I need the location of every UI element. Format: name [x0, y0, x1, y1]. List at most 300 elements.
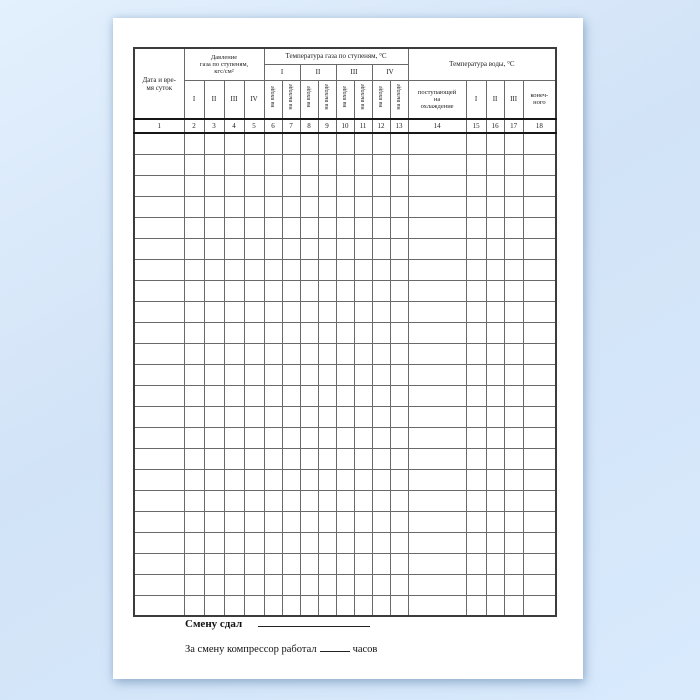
- grid-cell: [372, 406, 390, 427]
- grid-cell: [466, 196, 486, 217]
- grid-cell: [184, 259, 204, 280]
- gas-outlet-label: на выходе: [395, 83, 402, 110]
- grid-cell: [300, 301, 318, 322]
- grid-cell: [372, 154, 390, 175]
- grid-cell: [354, 196, 372, 217]
- grid-cell: [300, 280, 318, 301]
- column-number: 5: [244, 119, 264, 133]
- grid-cell: [390, 511, 408, 532]
- grid-cell: [408, 238, 466, 259]
- grid-cell: [466, 385, 486, 406]
- header-water-final: [523, 80, 556, 119]
- grid-cell: [318, 574, 336, 595]
- grid-cell: [282, 364, 300, 385]
- header-date-time: [134, 48, 184, 119]
- grid-cell: [264, 595, 282, 616]
- header-pressure-stage-1: I: [184, 80, 204, 119]
- grid-cell: [354, 364, 372, 385]
- grid-cell: [523, 259, 556, 280]
- grid-cell: [204, 322, 224, 343]
- header-pressure-line1: Давление: [210, 53, 238, 61]
- grid-cell: [354, 469, 372, 490]
- grid-cell: [264, 511, 282, 532]
- grid-cell: [244, 175, 264, 196]
- grid-cell: [282, 553, 300, 574]
- grid-cell: [318, 511, 336, 532]
- grid-cell: [466, 490, 486, 511]
- grid-cell: [184, 196, 204, 217]
- grid-cell: [336, 322, 354, 343]
- hours-blank-line: [320, 641, 350, 652]
- grid-cell: [224, 532, 244, 553]
- grid-cell: [224, 364, 244, 385]
- grid-cell: [184, 280, 204, 301]
- grid-cell: [264, 322, 282, 343]
- grid-cell: [504, 511, 523, 532]
- header-gas-stage-1: I: [264, 64, 300, 80]
- grid-cell: [408, 427, 466, 448]
- grid-cell: [264, 469, 282, 490]
- grid-cell: [486, 574, 504, 595]
- grid-cell: [134, 427, 184, 448]
- grid-cell: [224, 511, 244, 532]
- header-water-stage-2: II: [486, 80, 504, 119]
- grid-cell: [466, 280, 486, 301]
- grid-cell: [244, 469, 264, 490]
- header-water-temp-title: Температура воды, °С: [408, 48, 556, 80]
- grid-cell: [224, 385, 244, 406]
- grid-cell: [390, 406, 408, 427]
- grid-cell: [390, 364, 408, 385]
- grid-cell: [244, 154, 264, 175]
- grid-cell: [354, 280, 372, 301]
- grid-cell: [134, 238, 184, 259]
- column-number: 2: [184, 119, 204, 133]
- grid-cell: [372, 196, 390, 217]
- column-number: 4: [224, 119, 244, 133]
- header-gas1-inlet: [264, 80, 282, 119]
- column-number: 8: [300, 119, 318, 133]
- grid-cell: [184, 511, 204, 532]
- shift-handed-label: Смену сдал: [185, 618, 243, 630]
- grid-cell: [244, 259, 264, 280]
- table-row: [134, 154, 556, 175]
- grid-cell: [466, 175, 486, 196]
- table-header: [134, 48, 556, 133]
- grid-cell: [300, 574, 318, 595]
- grid-cell: [318, 448, 336, 469]
- grid-cell: [318, 469, 336, 490]
- grid-cell: [300, 154, 318, 175]
- grid-cell: [523, 469, 556, 490]
- grid-cell: [466, 595, 486, 616]
- grid-cell: [372, 469, 390, 490]
- grid-cell: [466, 301, 486, 322]
- grid-cell: [264, 364, 282, 385]
- header-date-time-line2: мя суток: [146, 83, 173, 92]
- column-number: 6: [264, 119, 282, 133]
- grid-cell: [300, 238, 318, 259]
- header-water-incoming: [408, 80, 466, 119]
- grid-cell: [300, 217, 318, 238]
- grid-cell: [336, 595, 354, 616]
- grid-cell: [390, 595, 408, 616]
- water-incoming-line1: поступающей: [417, 88, 457, 96]
- grid-cell: [408, 364, 466, 385]
- table-row: [134, 259, 556, 280]
- grid-cell: [523, 574, 556, 595]
- grid-cell: [204, 490, 224, 511]
- grid-cell: [390, 427, 408, 448]
- grid-cell: [224, 217, 244, 238]
- gas-outlet-label: на выходе: [359, 83, 366, 110]
- grid-cell: [486, 448, 504, 469]
- grid-cell: [282, 574, 300, 595]
- grid-cell: [318, 595, 336, 616]
- grid-cell: [504, 595, 523, 616]
- grid-cell: [282, 469, 300, 490]
- grid-cell: [300, 532, 318, 553]
- grid-cell: [282, 490, 300, 511]
- signature-line: [258, 615, 370, 627]
- grid-cell: [504, 448, 523, 469]
- grid-cell: [486, 154, 504, 175]
- grid-cell: [204, 238, 224, 259]
- grid-cell: [504, 385, 523, 406]
- header-gas-stage-3: III: [336, 64, 372, 80]
- table-row: [134, 196, 556, 217]
- column-number: 16: [486, 119, 504, 133]
- grid-cell: [184, 322, 204, 343]
- header-gas2-outlet: [318, 80, 336, 119]
- header-row-1: [134, 48, 556, 64]
- grid-cell: [204, 469, 224, 490]
- grid-cell: [134, 217, 184, 238]
- grid-cell: [264, 553, 282, 574]
- column-number: 15: [466, 119, 486, 133]
- grid-cell: [504, 175, 523, 196]
- grid-cell: [282, 532, 300, 553]
- grid-cell: [390, 490, 408, 511]
- grid-cell: [408, 154, 466, 175]
- grid-cell: [466, 322, 486, 343]
- grid-cell: [408, 490, 466, 511]
- grid-cell: [184, 490, 204, 511]
- grid-cell: [224, 175, 244, 196]
- grid-cell: [523, 553, 556, 574]
- grid-cell: [523, 532, 556, 553]
- grid-cell: [336, 154, 354, 175]
- grid-cell: [184, 553, 204, 574]
- grid-cell: [466, 154, 486, 175]
- grid-cell: [224, 238, 244, 259]
- table-row: [134, 385, 556, 406]
- grid-cell: [354, 553, 372, 574]
- grid-cell: [318, 280, 336, 301]
- grid-cell: [318, 385, 336, 406]
- grid-cell: [204, 301, 224, 322]
- grid-cell: [354, 511, 372, 532]
- grid-cell: [264, 196, 282, 217]
- grid-cell: [204, 574, 224, 595]
- grid-cell: [282, 301, 300, 322]
- gas-inlet-label: на входе: [341, 85, 348, 108]
- grid-cell: [504, 154, 523, 175]
- grid-cell: [264, 448, 282, 469]
- grid-cell: [336, 427, 354, 448]
- grid-cell: [224, 490, 244, 511]
- grid-cell: [408, 511, 466, 532]
- grid-cell: [264, 238, 282, 259]
- table-row: [134, 427, 556, 448]
- grid-cell: [466, 343, 486, 364]
- grid-cell: [224, 301, 244, 322]
- grid-cell: [300, 448, 318, 469]
- header-gas2-inlet: [300, 80, 318, 119]
- grid-cell: [282, 343, 300, 364]
- grid-cell: [318, 343, 336, 364]
- grid-cell: [300, 133, 318, 154]
- grid-cell: [336, 343, 354, 364]
- table-row: [134, 469, 556, 490]
- grid-cell: [504, 238, 523, 259]
- table-row: [134, 364, 556, 385]
- grid-cell: [486, 238, 504, 259]
- grid-cell: [264, 217, 282, 238]
- grid-cell: [390, 385, 408, 406]
- water-incoming-line2: на: [433, 95, 441, 103]
- grid-cell: [408, 385, 466, 406]
- grid-cell: [354, 574, 372, 595]
- grid-cell: [408, 448, 466, 469]
- grid-cell: [184, 175, 204, 196]
- grid-cell: [204, 343, 224, 364]
- grid-cell: [354, 238, 372, 259]
- grid-cell: [523, 175, 556, 196]
- grid-cell: [134, 532, 184, 553]
- grid-cell: [224, 343, 244, 364]
- grid-cell: [282, 406, 300, 427]
- grid-cell: [184, 217, 204, 238]
- grid-cell: [264, 385, 282, 406]
- grid-cell: [300, 469, 318, 490]
- grid-cell: [264, 406, 282, 427]
- grid-cell: [300, 196, 318, 217]
- grid-cell: [244, 364, 264, 385]
- grid-cell: [282, 133, 300, 154]
- grid-cell: [224, 133, 244, 154]
- grid-cell: [336, 301, 354, 322]
- grid-cell: [244, 574, 264, 595]
- grid-cell: [282, 511, 300, 532]
- table-row: [134, 280, 556, 301]
- grid-cell: [523, 595, 556, 616]
- grid-cell: [244, 217, 264, 238]
- table-row: [134, 343, 556, 364]
- table-row: [134, 322, 556, 343]
- table-row: [134, 448, 556, 469]
- header-gas1-outlet: [282, 80, 300, 119]
- grid-cell: [504, 553, 523, 574]
- grid-cell: [372, 448, 390, 469]
- grid-cell: [504, 217, 523, 238]
- column-number: 3: [204, 119, 224, 133]
- grid-cell: [336, 385, 354, 406]
- grid-cell: [134, 364, 184, 385]
- grid-cell: [523, 406, 556, 427]
- table-row: [134, 133, 556, 154]
- grid-cell: [264, 427, 282, 448]
- table-row: [134, 553, 556, 574]
- grid-cell: [466, 427, 486, 448]
- grid-cell: [390, 469, 408, 490]
- grid-cell: [184, 154, 204, 175]
- table-row: [134, 217, 556, 238]
- grid-cell: [354, 532, 372, 553]
- table-row: [134, 532, 556, 553]
- header-water-stage-3: III: [504, 80, 523, 119]
- grid-cell: [486, 406, 504, 427]
- grid-cell: [390, 532, 408, 553]
- table-row: [134, 511, 556, 532]
- grid-cell: [372, 364, 390, 385]
- grid-cell: [300, 553, 318, 574]
- compressor-hours-line: [185, 641, 555, 655]
- grid-cell: [134, 406, 184, 427]
- grid-cell: [204, 532, 224, 553]
- grid-cell: [204, 217, 224, 238]
- grid-cell: [523, 511, 556, 532]
- grid-cell: [372, 301, 390, 322]
- grid-cell: [504, 364, 523, 385]
- grid-cell: [184, 343, 204, 364]
- grid-cell: [390, 154, 408, 175]
- grid-cell: [390, 553, 408, 574]
- column-numbers-row: [134, 119, 556, 133]
- grid-cell: [134, 259, 184, 280]
- grid-cell: [318, 490, 336, 511]
- grid-cell: [300, 427, 318, 448]
- grid-cell: [264, 175, 282, 196]
- grid-cell: [354, 385, 372, 406]
- grid-cell: [204, 154, 224, 175]
- grid-cell: [408, 595, 466, 616]
- grid-cell: [282, 322, 300, 343]
- grid-cell: [336, 469, 354, 490]
- grid-cell: [318, 406, 336, 427]
- grid-cell: [466, 238, 486, 259]
- grid-cell: [184, 448, 204, 469]
- grid-cell: [244, 385, 264, 406]
- table-row: [134, 574, 556, 595]
- grid-cell: [408, 532, 466, 553]
- gas-inlet-label: на входе: [305, 85, 312, 108]
- grid-cell: [390, 196, 408, 217]
- grid-cell: [390, 259, 408, 280]
- grid-cell: [372, 490, 390, 511]
- grid-cell: [354, 133, 372, 154]
- grid-cell: [184, 385, 204, 406]
- grid-cell: [134, 154, 184, 175]
- worked-prefix-label: За смену компрессор работал: [185, 644, 317, 655]
- grid-cell: [486, 343, 504, 364]
- grid-cell: [318, 301, 336, 322]
- grid-cell: [523, 301, 556, 322]
- header-pressure-stage-2: II: [204, 80, 224, 119]
- grid-cell: [523, 364, 556, 385]
- grid-cell: [408, 259, 466, 280]
- grid-cell: [300, 259, 318, 280]
- grid-cell: [134, 469, 184, 490]
- grid-cell: [372, 259, 390, 280]
- grid-cell: [523, 448, 556, 469]
- grid-cell: [466, 259, 486, 280]
- grid-cell: [372, 175, 390, 196]
- grid-cell: [354, 406, 372, 427]
- grid-cell: [354, 322, 372, 343]
- gas-inlet-label: на входе: [377, 85, 384, 108]
- grid-cell: [408, 175, 466, 196]
- grid-cell: [486, 322, 504, 343]
- column-number: 12: [372, 119, 390, 133]
- grid-cell: [264, 490, 282, 511]
- grid-cell: [408, 406, 466, 427]
- grid-cell: [224, 406, 244, 427]
- grid-cell: [224, 553, 244, 574]
- table-row: [134, 238, 556, 259]
- header-pressure-stage-3: III: [224, 80, 244, 119]
- grid-cell: [224, 427, 244, 448]
- table-row: [134, 301, 556, 322]
- grid-cell: [264, 532, 282, 553]
- header-gas-temp-title: Температура газа по ступеням, °С: [264, 48, 408, 64]
- grid-cell: [466, 406, 486, 427]
- grid-cell: [336, 532, 354, 553]
- header-water-stage-1: I: [466, 80, 486, 119]
- grid-cell: [504, 343, 523, 364]
- grid-cell: [523, 385, 556, 406]
- grid-cell: [282, 154, 300, 175]
- grid-cell: [354, 259, 372, 280]
- grid-cell: [354, 343, 372, 364]
- grid-cell: [372, 280, 390, 301]
- grid-cell: [504, 133, 523, 154]
- grid-cell: [204, 406, 224, 427]
- grid-cell: [282, 217, 300, 238]
- column-number: 10: [336, 119, 354, 133]
- grid-cell: [372, 427, 390, 448]
- shift-handed-line: [185, 615, 555, 630]
- grid-cell: [408, 343, 466, 364]
- grid-cell: [372, 595, 390, 616]
- grid-cell: [244, 343, 264, 364]
- grid-cell: [134, 133, 184, 154]
- grid-cell: [244, 322, 264, 343]
- grid-cell: [318, 133, 336, 154]
- grid-cell: [282, 595, 300, 616]
- header-gas3-inlet: [336, 80, 354, 119]
- grid-cell: [486, 175, 504, 196]
- header-gas-stage-4: IV: [372, 64, 408, 80]
- grid-cell: [504, 490, 523, 511]
- grid-cell: [486, 532, 504, 553]
- grid-cell: [372, 385, 390, 406]
- grid-cell: [134, 574, 184, 595]
- grid-cell: [390, 175, 408, 196]
- grid-cell: [390, 301, 408, 322]
- grid-cell: [504, 427, 523, 448]
- grid-cell: [264, 259, 282, 280]
